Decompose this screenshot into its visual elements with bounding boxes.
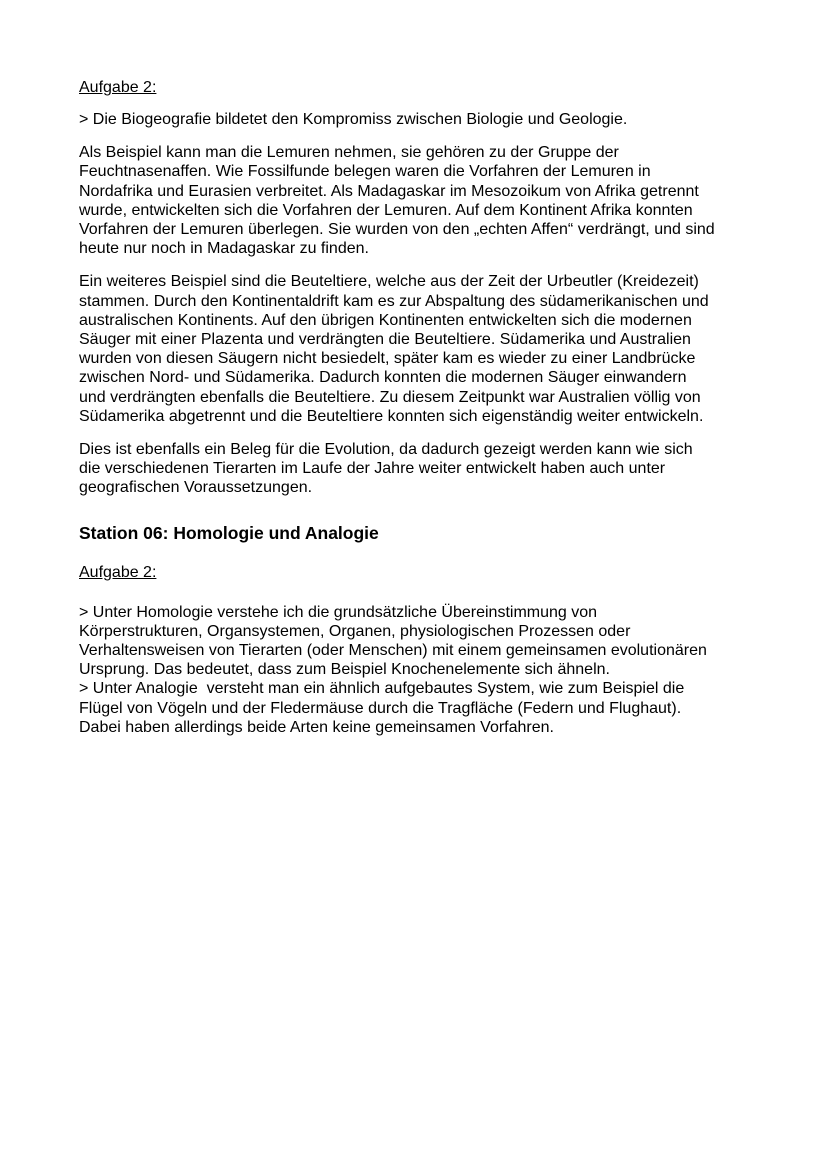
paragraph-analogie: > Unter Analogie versteht man ein ähnlich aufgebautes System, wie zum Beispiel die Flügel von Vögeln und der Fledermäuse durch die Tragfläche (Federn und Flughaut). Dabei haben allerdings beide Arten keine gemeinsamen Vorfahren.: [79, 680, 685, 736]
paragraph-conclusion: Dies ist ebenfalls ein Beleg für die Evolution, da dadurch gezeigt werden kann wie sich die verschiedenen Tierarten im Laufe der Jahre weiter entwickelt haben auch unter geografischen Voraussetzungen.: [79, 441, 693, 497]
paragraph-beuteltiere: Ein weiteres Beispiel sind die Beuteltiere, welche aus der Zeit der Urbeutler (Kreidezeit) stammen. Durch den Kontinentaldrift kam es zur Abspaltung des südamerikanischen und australischen Kontinents. Auf den übrigen Kontinenten entwickelten sich die modernen Säuger mit einer Plazenta und verdrängten die Beuteltiere. Südamerika und Australien wurden von diesen Säugern nicht besiedelt, später kam es wieder zu einer Landbrücke zwischen Nord- und Südamerika. Dadurch konnten die modernen Säuger einwandern und verdrängten ebenfalls die Beuteltiere. Zu diesem Zeitpunkt war Australien völlig von Südamerika abgetrennt und die Beuteltiere konnten sich eigenständig weiter entwickeln.: [79, 273, 709, 425]
task-label-2: Aufgabe 2:: [79, 563, 157, 581]
section-heading: Station 06: Homologie und Analogie: [79, 522, 379, 543]
paragraph-homologie: > Unter Homologie verstehe ich die grundsätzliche Übereinstimmung von Körperstrukturen, Organsystemen, Organen, physiologischen Prozessen oder Verhaltensweisen von Tierarten (oder Menschen) mit einem gemeinsamen evolutionären Ursprung. Das bedeutet, dass zum Beispiel Knochenelemente sich ähneln.: [79, 603, 707, 679]
paragraph-lemuren: Als Beispiel kann man die Lemuren nehmen, sie gehören zu der Gruppe der Feuchtnasenaffen. Wie Fossilfunde belegen waren die Vorfahren der Lemuren in Nordafrika und Eurasien verbreitet. Als Madagaskar im Mesozoikum von Afrika getrennt wurde, entwickelten sich die Vorfahren der Lemuren. Auf dem Kontinent Afrika konnten Vorfahren der Lemuren überlegen. Sie wurden von den „echten Affen“ verdrängt, und sind heute nur noch in Madagaskar zu finden.: [79, 144, 715, 258]
document-page: [79, 78, 759, 737]
task-label-1: Aufgabe 2:: [79, 79, 157, 96]
intro-paragraph: > Die Biogeografie bildetet den Kompromiss zwischen Biologie und Geologie.: [79, 111, 628, 128]
